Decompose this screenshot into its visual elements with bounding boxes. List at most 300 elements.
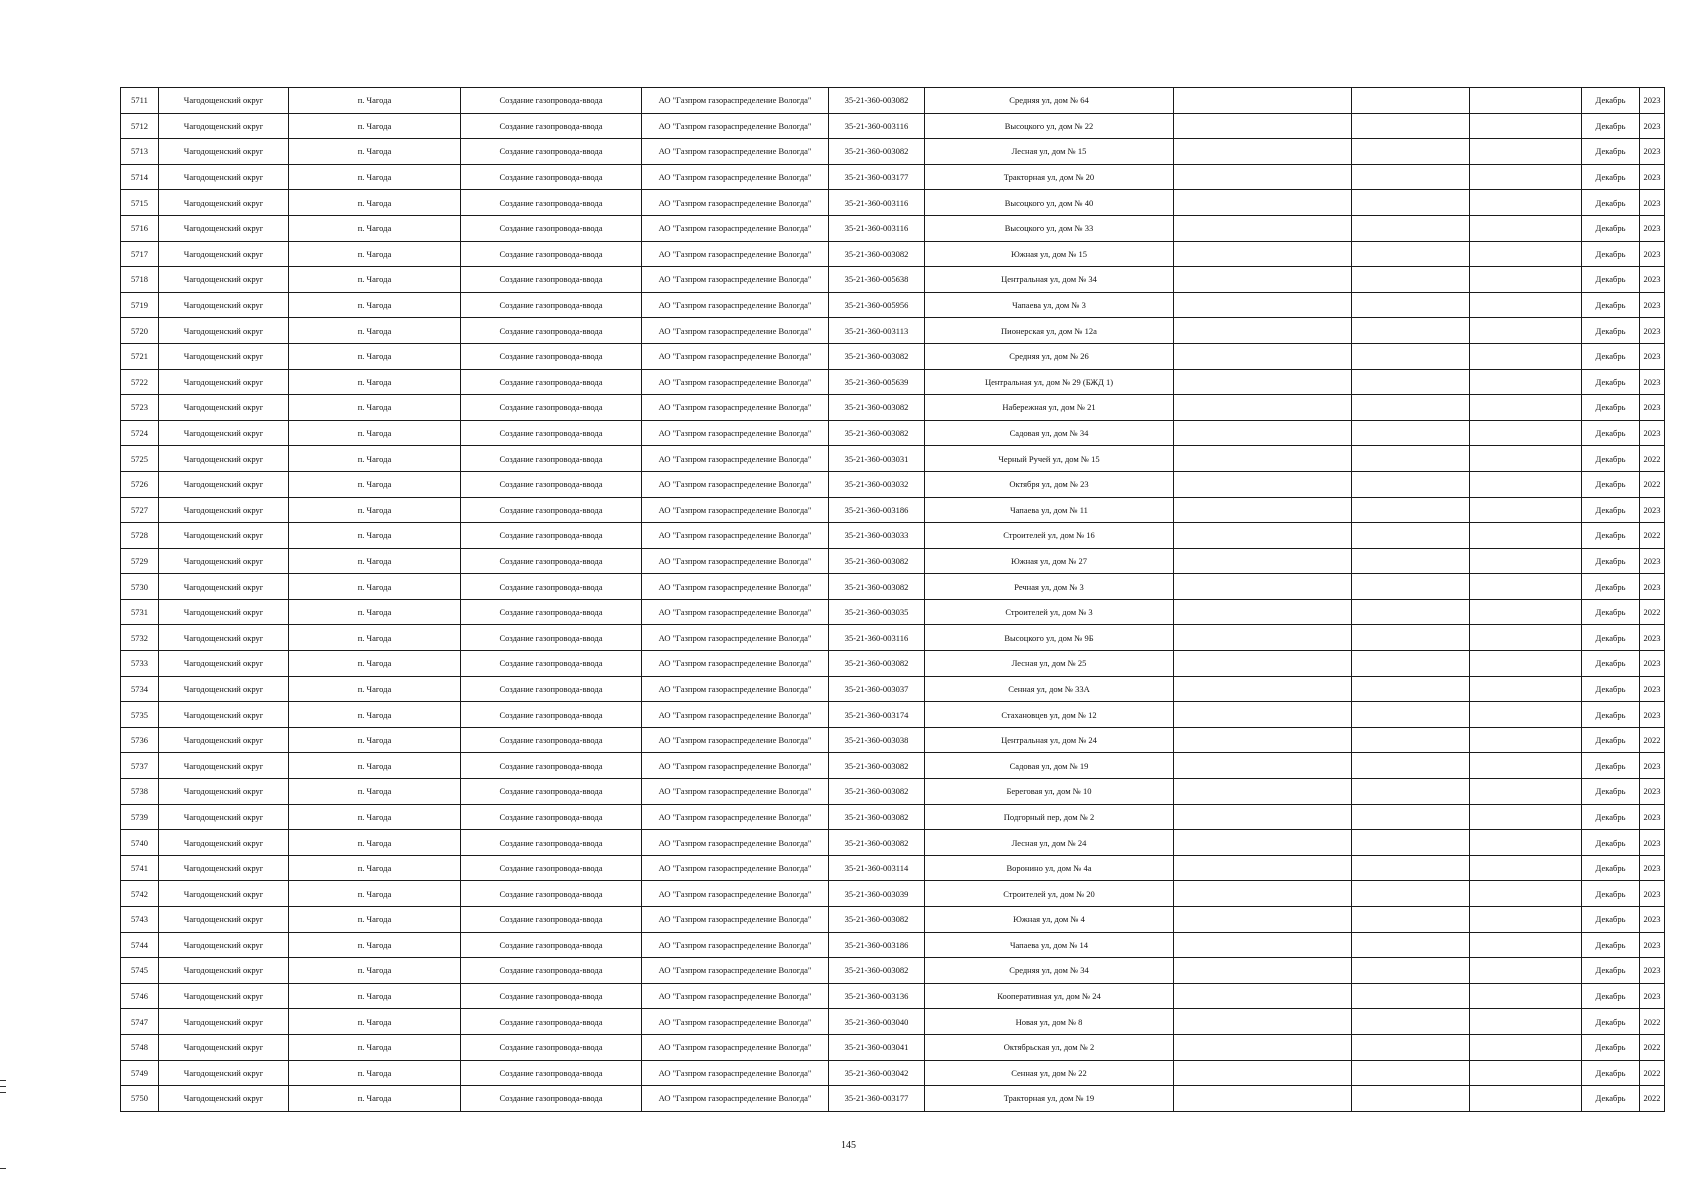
month-cell: Декабрь <box>1582 241 1640 267</box>
work-type-cell: Создание газопровода-ввода <box>461 446 642 472</box>
month-cell: Декабрь <box>1582 292 1640 318</box>
district-cell: Чагодощенский округ <box>159 139 289 165</box>
organization-cell: АО "Газпром газораспределение Вологда" <box>642 343 829 369</box>
work-type-cell: Создание газопровода-ввода <box>461 548 642 574</box>
object-code-cell: 35-21-360-003082 <box>829 139 925 165</box>
settlement-cell: п. Чагода <box>289 523 461 549</box>
organization-cell: АО "Газпром газораспределение Вологда" <box>642 779 829 805</box>
address-cell: Сенная ул, дом № 33А <box>925 676 1174 702</box>
district-cell: Чагодощенский округ <box>159 804 289 830</box>
empty-cell <box>1352 702 1470 728</box>
object-code-cell: 35-21-360-003032 <box>829 471 925 497</box>
object-code-cell: 35-21-360-003136 <box>829 983 925 1009</box>
organization-cell: АО "Газпром газораспределение Вологда" <box>642 395 829 421</box>
district-cell: Чагодощенский округ <box>159 318 289 344</box>
organization-cell: АО "Газпром газораспределение Вологда" <box>642 625 829 651</box>
empty-cell <box>1352 113 1470 139</box>
organization-cell: АО "Газпром газораспределение Вологда" <box>642 907 829 933</box>
organization-cell: АО "Газпром газораспределение Вологда" <box>642 523 829 549</box>
settlement-cell: п. Чагода <box>289 446 461 472</box>
month-cell: Декабрь <box>1582 779 1640 805</box>
empty-cell <box>1470 855 1582 881</box>
month-cell: Декабрь <box>1582 574 1640 600</box>
address-cell: Строителей ул, дом № 16 <box>925 523 1174 549</box>
month-cell: Декабрь <box>1582 958 1640 984</box>
empty-cell <box>1470 241 1582 267</box>
empty-cell <box>1470 1086 1582 1112</box>
row-number: 5731 <box>121 599 159 625</box>
empty-cell <box>1470 779 1582 805</box>
settlement-cell: п. Чагода <box>289 651 461 677</box>
month-cell: Декабрь <box>1582 497 1640 523</box>
month-cell: Декабрь <box>1582 1086 1640 1112</box>
address-cell: Строителей ул, дом № 3 <box>925 599 1174 625</box>
row-number: 5733 <box>121 651 159 677</box>
empty-cell <box>1352 420 1470 446</box>
object-code-cell: 35-21-360-005638 <box>829 267 925 293</box>
empty-cell <box>1352 1009 1470 1035</box>
object-code-cell: 35-21-360-003039 <box>829 881 925 907</box>
empty-cell <box>1174 446 1352 472</box>
row-number: 5749 <box>121 1060 159 1086</box>
empty-cell <box>1174 804 1352 830</box>
month-cell: Декабрь <box>1582 753 1640 779</box>
address-cell: Высоцкого ул, дом № 22 <box>925 113 1174 139</box>
object-code-cell: 35-21-360-003082 <box>829 574 925 600</box>
district-cell: Чагодощенский округ <box>159 1086 289 1112</box>
row-number: 5713 <box>121 139 159 165</box>
settlement-cell: п. Чагода <box>289 395 461 421</box>
work-type-cell: Создание газопровода-ввода <box>461 625 642 651</box>
district-cell: Чагодощенский округ <box>159 267 289 293</box>
work-type-cell: Создание газопровода-ввода <box>461 164 642 190</box>
settlement-cell: п. Чагода <box>289 292 461 318</box>
address-cell: Черный Ручей ул, дом № 15 <box>925 446 1174 472</box>
page-number: 145 <box>841 1140 856 1151</box>
month-cell: Декабрь <box>1582 548 1640 574</box>
settlement-cell: п. Чагода <box>289 958 461 984</box>
table-row <box>121 190 1665 216</box>
district-cell: Чагодощенский округ <box>159 599 289 625</box>
empty-cell <box>1174 1009 1352 1035</box>
empty-cell <box>1174 1034 1352 1060</box>
settlement-cell: п. Чагода <box>289 727 461 753</box>
object-code-cell: 35-21-360-003033 <box>829 523 925 549</box>
table-row <box>121 1009 1665 1035</box>
empty-cell <box>1352 164 1470 190</box>
address-cell: Садовая ул, дом № 34 <box>925 420 1174 446</box>
year-cell: 2022 <box>1640 1034 1665 1060</box>
object-code-cell: 35-21-360-003116 <box>829 625 925 651</box>
address-cell: Кооперативная ул, дом № 24 <box>925 983 1174 1009</box>
address-cell: Южная ул, дом № 4 <box>925 907 1174 933</box>
year-cell: 2023 <box>1640 241 1665 267</box>
month-cell: Декабрь <box>1582 446 1640 472</box>
organization-cell: АО "Газпром газораспределение Вологда" <box>642 420 829 446</box>
address-cell: Средняя ул, дом № 64 <box>925 88 1174 114</box>
settlement-cell: п. Чагода <box>289 164 461 190</box>
organization-cell: АО "Газпром газораспределение Вологда" <box>642 651 829 677</box>
address-cell: Лесная ул, дом № 25 <box>925 651 1174 677</box>
empty-cell <box>1352 497 1470 523</box>
settlement-cell: п. Чагода <box>289 267 461 293</box>
district-cell: Чагодощенский округ <box>159 907 289 933</box>
month-cell: Декабрь <box>1582 830 1640 856</box>
district-cell: Чагодощенский округ <box>159 446 289 472</box>
empty-cell <box>1352 881 1470 907</box>
table-row <box>121 676 1665 702</box>
settlement-cell: п. Чагода <box>289 190 461 216</box>
table-row <box>121 855 1665 881</box>
address-cell: Строителей ул, дом № 20 <box>925 881 1174 907</box>
year-cell: 2023 <box>1640 497 1665 523</box>
work-type-cell: Создание газопровода-ввода <box>461 139 642 165</box>
year-cell: 2023 <box>1640 369 1665 395</box>
object-code-cell: 35-21-360-003082 <box>829 241 925 267</box>
empty-cell <box>1174 241 1352 267</box>
table-row <box>121 267 1665 293</box>
empty-cell <box>1352 574 1470 600</box>
district-cell: Чагодощенский округ <box>159 292 289 318</box>
scan-edge-mark <box>0 1092 6 1093</box>
work-type-cell: Создание газопровода-ввода <box>461 727 642 753</box>
settlement-cell: п. Чагода <box>289 855 461 881</box>
district-cell: Чагодощенский округ <box>159 343 289 369</box>
work-type-cell: Создание газопровода-ввода <box>461 599 642 625</box>
district-cell: Чагодощенский округ <box>159 779 289 805</box>
organization-cell: АО "Газпром газораспределение Вологда" <box>642 190 829 216</box>
table-row <box>121 292 1665 318</box>
organization-cell: АО "Газпром газораспределение Вологда" <box>642 1034 829 1060</box>
district-cell: Чагодощенский округ <box>159 1009 289 1035</box>
month-cell: Декабрь <box>1582 88 1640 114</box>
gas-connection-register-table <box>120 87 1665 1112</box>
empty-cell <box>1174 855 1352 881</box>
work-type-cell: Создание газопровода-ввода <box>461 1060 642 1086</box>
district-cell: Чагодощенский округ <box>159 1034 289 1060</box>
organization-cell: АО "Газпром газораспределение Вологда" <box>642 1009 829 1035</box>
organization-cell: АО "Газпром газораспределение Вологда" <box>642 88 829 114</box>
settlement-cell: п. Чагода <box>289 702 461 728</box>
month-cell: Декабрь <box>1582 113 1640 139</box>
organization-cell: АО "Газпром газораспределение Вологда" <box>642 164 829 190</box>
row-number: 5724 <box>121 420 159 446</box>
month-cell: Декабрь <box>1582 190 1640 216</box>
empty-cell <box>1470 548 1582 574</box>
empty-cell <box>1470 983 1582 1009</box>
settlement-cell: п. Чагода <box>289 574 461 600</box>
organization-cell: АО "Газпром газораспределение Вологда" <box>642 727 829 753</box>
organization-cell: АО "Газпром газораспределение Вологда" <box>642 369 829 395</box>
empty-cell <box>1174 395 1352 421</box>
empty-cell <box>1174 1086 1352 1112</box>
row-number: 5739 <box>121 804 159 830</box>
organization-cell: АО "Газпром газораспределение Вологда" <box>642 753 829 779</box>
table-row <box>121 727 1665 753</box>
month-cell: Декабрь <box>1582 139 1640 165</box>
organization-cell: АО "Газпром газораспределение Вологда" <box>642 983 829 1009</box>
address-cell: Лесная ул, дом № 15 <box>925 139 1174 165</box>
table-row <box>121 1086 1665 1112</box>
empty-cell <box>1352 523 1470 549</box>
month-cell: Декабрь <box>1582 804 1640 830</box>
year-cell: 2022 <box>1640 727 1665 753</box>
empty-cell <box>1470 804 1582 830</box>
year-cell: 2022 <box>1640 1060 1665 1086</box>
month-cell: Декабрь <box>1582 932 1640 958</box>
row-number: 5711 <box>121 88 159 114</box>
address-cell: Чапаева ул, дом № 3 <box>925 292 1174 318</box>
work-type-cell: Создание газопровода-ввода <box>461 907 642 933</box>
table-row <box>121 702 1665 728</box>
district-cell: Чагодощенский округ <box>159 241 289 267</box>
table-row <box>121 420 1665 446</box>
empty-cell <box>1352 855 1470 881</box>
month-cell: Декабрь <box>1582 1009 1640 1035</box>
empty-cell <box>1174 651 1352 677</box>
empty-cell <box>1174 292 1352 318</box>
empty-cell <box>1352 932 1470 958</box>
empty-cell <box>1174 907 1352 933</box>
organization-cell: АО "Газпром газораспределение Вологда" <box>642 574 829 600</box>
work-type-cell: Создание газопровода-ввода <box>461 292 642 318</box>
year-cell: 2023 <box>1640 753 1665 779</box>
empty-cell <box>1352 958 1470 984</box>
work-type-cell: Создание газопровода-ввода <box>461 779 642 805</box>
year-cell: 2023 <box>1640 343 1665 369</box>
empty-cell <box>1470 881 1582 907</box>
object-code-cell: 35-21-360-003042 <box>829 1060 925 1086</box>
address-cell: Высоцкого ул, дом № 40 <box>925 190 1174 216</box>
object-code-cell: 35-21-360-003113 <box>829 318 925 344</box>
organization-cell: АО "Газпром газораспределение Вологда" <box>642 215 829 241</box>
empty-cell <box>1352 446 1470 472</box>
object-code-cell: 35-21-360-003041 <box>829 1034 925 1060</box>
empty-cell <box>1352 1060 1470 1086</box>
year-cell: 2023 <box>1640 164 1665 190</box>
organization-cell: АО "Газпром газораспределение Вологда" <box>642 932 829 958</box>
table-row <box>121 215 1665 241</box>
empty-cell <box>1174 523 1352 549</box>
organization-cell: АО "Газпром газораспределение Вологда" <box>642 1060 829 1086</box>
settlement-cell: п. Чагода <box>289 88 461 114</box>
row-number: 5722 <box>121 369 159 395</box>
address-cell: Лесная ул, дом № 24 <box>925 830 1174 856</box>
settlement-cell: п. Чагода <box>289 139 461 165</box>
year-cell: 2023 <box>1640 548 1665 574</box>
empty-cell <box>1352 830 1470 856</box>
year-cell: 2023 <box>1640 395 1665 421</box>
address-cell: Набережная ул, дом № 21 <box>925 395 1174 421</box>
month-cell: Декабрь <box>1582 164 1640 190</box>
empty-cell <box>1470 753 1582 779</box>
month-cell: Декабрь <box>1582 651 1640 677</box>
object-code-cell: 35-21-360-003082 <box>829 548 925 574</box>
empty-cell <box>1352 241 1470 267</box>
work-type-cell: Создание газопровода-ввода <box>461 343 642 369</box>
row-number: 5721 <box>121 343 159 369</box>
empty-cell <box>1470 932 1582 958</box>
work-type-cell: Создание газопровода-ввода <box>461 395 642 421</box>
empty-cell <box>1174 318 1352 344</box>
table-row <box>121 497 1665 523</box>
table-row <box>121 113 1665 139</box>
row-number: 5716 <box>121 215 159 241</box>
row-number: 5730 <box>121 574 159 600</box>
empty-cell <box>1174 267 1352 293</box>
work-type-cell: Создание газопровода-ввода <box>461 420 642 446</box>
district-cell: Чагодощенский округ <box>159 830 289 856</box>
month-cell: Декабрь <box>1582 1060 1640 1086</box>
object-code-cell: 35-21-360-003040 <box>829 1009 925 1035</box>
empty-cell <box>1174 139 1352 165</box>
district-cell: Чагодощенский округ <box>159 958 289 984</box>
address-cell: Высоцкого ул, дом № 33 <box>925 215 1174 241</box>
object-code-cell: 35-21-360-003082 <box>829 420 925 446</box>
month-cell: Декабрь <box>1582 395 1640 421</box>
address-cell: Садовая ул, дом № 19 <box>925 753 1174 779</box>
settlement-cell: п. Чагода <box>289 753 461 779</box>
row-number: 5729 <box>121 548 159 574</box>
year-cell: 2023 <box>1640 676 1665 702</box>
empty-cell <box>1174 753 1352 779</box>
empty-cell <box>1174 113 1352 139</box>
table-row <box>121 471 1665 497</box>
work-type-cell: Создание газопровода-ввода <box>461 190 642 216</box>
organization-cell: АО "Газпром газораспределение Вологда" <box>642 958 829 984</box>
table-row <box>121 164 1665 190</box>
row-number: 5746 <box>121 983 159 1009</box>
year-cell: 2023 <box>1640 651 1665 677</box>
district-cell: Чагодощенский округ <box>159 1060 289 1086</box>
empty-cell <box>1352 318 1470 344</box>
row-number: 5715 <box>121 190 159 216</box>
district-cell: Чагодощенский округ <box>159 420 289 446</box>
table-row <box>121 804 1665 830</box>
month-cell: Декабрь <box>1582 215 1640 241</box>
month-cell: Декабрь <box>1582 471 1640 497</box>
empty-cell <box>1470 1060 1582 1086</box>
table-row <box>121 651 1665 677</box>
organization-cell: АО "Газпром газораспределение Вологда" <box>642 113 829 139</box>
empty-cell <box>1470 702 1582 728</box>
address-cell: Октября ул, дом № 23 <box>925 471 1174 497</box>
table-row <box>121 139 1665 165</box>
empty-cell <box>1174 548 1352 574</box>
work-type-cell: Создание газопровода-ввода <box>461 574 642 600</box>
row-number: 5737 <box>121 753 159 779</box>
work-type-cell: Создание газопровода-ввода <box>461 1009 642 1035</box>
year-cell: 2022 <box>1640 523 1665 549</box>
empty-cell <box>1352 88 1470 114</box>
year-cell: 2023 <box>1640 830 1665 856</box>
empty-cell <box>1470 318 1582 344</box>
organization-cell: АО "Газпром газораспределение Вологда" <box>642 241 829 267</box>
district-cell: Чагодощенский округ <box>159 369 289 395</box>
table-row <box>121 753 1665 779</box>
month-cell: Декабрь <box>1582 625 1640 651</box>
row-number: 5748 <box>121 1034 159 1060</box>
work-type-cell: Создание газопровода-ввода <box>461 1086 642 1112</box>
work-type-cell: Создание газопровода-ввода <box>461 702 642 728</box>
year-cell: 2023 <box>1640 113 1665 139</box>
settlement-cell: п. Чагода <box>289 830 461 856</box>
table-row <box>121 369 1665 395</box>
empty-cell <box>1470 1034 1582 1060</box>
month-cell: Декабрь <box>1582 881 1640 907</box>
table-row <box>121 599 1665 625</box>
empty-cell <box>1352 190 1470 216</box>
object-code-cell: 35-21-360-003082 <box>829 88 925 114</box>
empty-cell <box>1174 420 1352 446</box>
month-cell: Декабрь <box>1582 267 1640 293</box>
year-cell: 2022 <box>1640 599 1665 625</box>
year-cell: 2023 <box>1640 139 1665 165</box>
month-cell: Декабрь <box>1582 907 1640 933</box>
month-cell: Декабрь <box>1582 727 1640 753</box>
table-row <box>121 932 1665 958</box>
work-type-cell: Создание газопровода-ввода <box>461 241 642 267</box>
organization-cell: АО "Газпром газораспределение Вологда" <box>642 497 829 523</box>
district-cell: Чагодощенский округ <box>159 702 289 728</box>
settlement-cell: п. Чагода <box>289 881 461 907</box>
empty-cell <box>1174 215 1352 241</box>
object-code-cell: 35-21-360-003038 <box>829 727 925 753</box>
address-cell: Тракторная ул, дом № 20 <box>925 164 1174 190</box>
year-cell: 2023 <box>1640 855 1665 881</box>
row-number: 5728 <box>121 523 159 549</box>
object-code-cell: 35-21-360-003186 <box>829 932 925 958</box>
empty-cell <box>1174 88 1352 114</box>
empty-cell <box>1174 343 1352 369</box>
row-number: 5714 <box>121 164 159 190</box>
object-code-cell: 35-21-360-005956 <box>829 292 925 318</box>
empty-cell <box>1174 190 1352 216</box>
empty-cell <box>1470 164 1582 190</box>
settlement-cell: п. Чагода <box>289 599 461 625</box>
year-cell: 2023 <box>1640 779 1665 805</box>
row-number: 5725 <box>121 446 159 472</box>
address-cell: Центральная ул, дом № 24 <box>925 727 1174 753</box>
empty-cell <box>1352 369 1470 395</box>
object-code-cell: 35-21-360-003037 <box>829 676 925 702</box>
empty-cell <box>1174 779 1352 805</box>
empty-cell <box>1352 804 1470 830</box>
empty-cell <box>1352 753 1470 779</box>
settlement-cell: п. Чагода <box>289 804 461 830</box>
object-code-cell: 35-21-360-003082 <box>829 958 925 984</box>
work-type-cell: Создание газопровода-ввода <box>461 830 642 856</box>
year-cell: 2023 <box>1640 318 1665 344</box>
year-cell: 2022 <box>1640 446 1665 472</box>
organization-cell: АО "Газпром газораспределение Вологда" <box>642 292 829 318</box>
register-body <box>121 88 1665 1112</box>
settlement-cell: п. Чагода <box>289 932 461 958</box>
month-cell: Декабрь <box>1582 420 1640 446</box>
table-row <box>121 881 1665 907</box>
month-cell: Декабрь <box>1582 369 1640 395</box>
object-code-cell: 35-21-360-003082 <box>829 343 925 369</box>
empty-cell <box>1174 497 1352 523</box>
empty-cell <box>1352 779 1470 805</box>
table-row <box>121 779 1665 805</box>
row-number: 5740 <box>121 830 159 856</box>
table-row <box>121 343 1665 369</box>
object-code-cell: 35-21-360-003082 <box>829 779 925 805</box>
organization-cell: АО "Газпром газораспределение Вологда" <box>642 548 829 574</box>
empty-cell <box>1470 497 1582 523</box>
address-cell: Октябрьская ул, дом № 2 <box>925 1034 1174 1060</box>
